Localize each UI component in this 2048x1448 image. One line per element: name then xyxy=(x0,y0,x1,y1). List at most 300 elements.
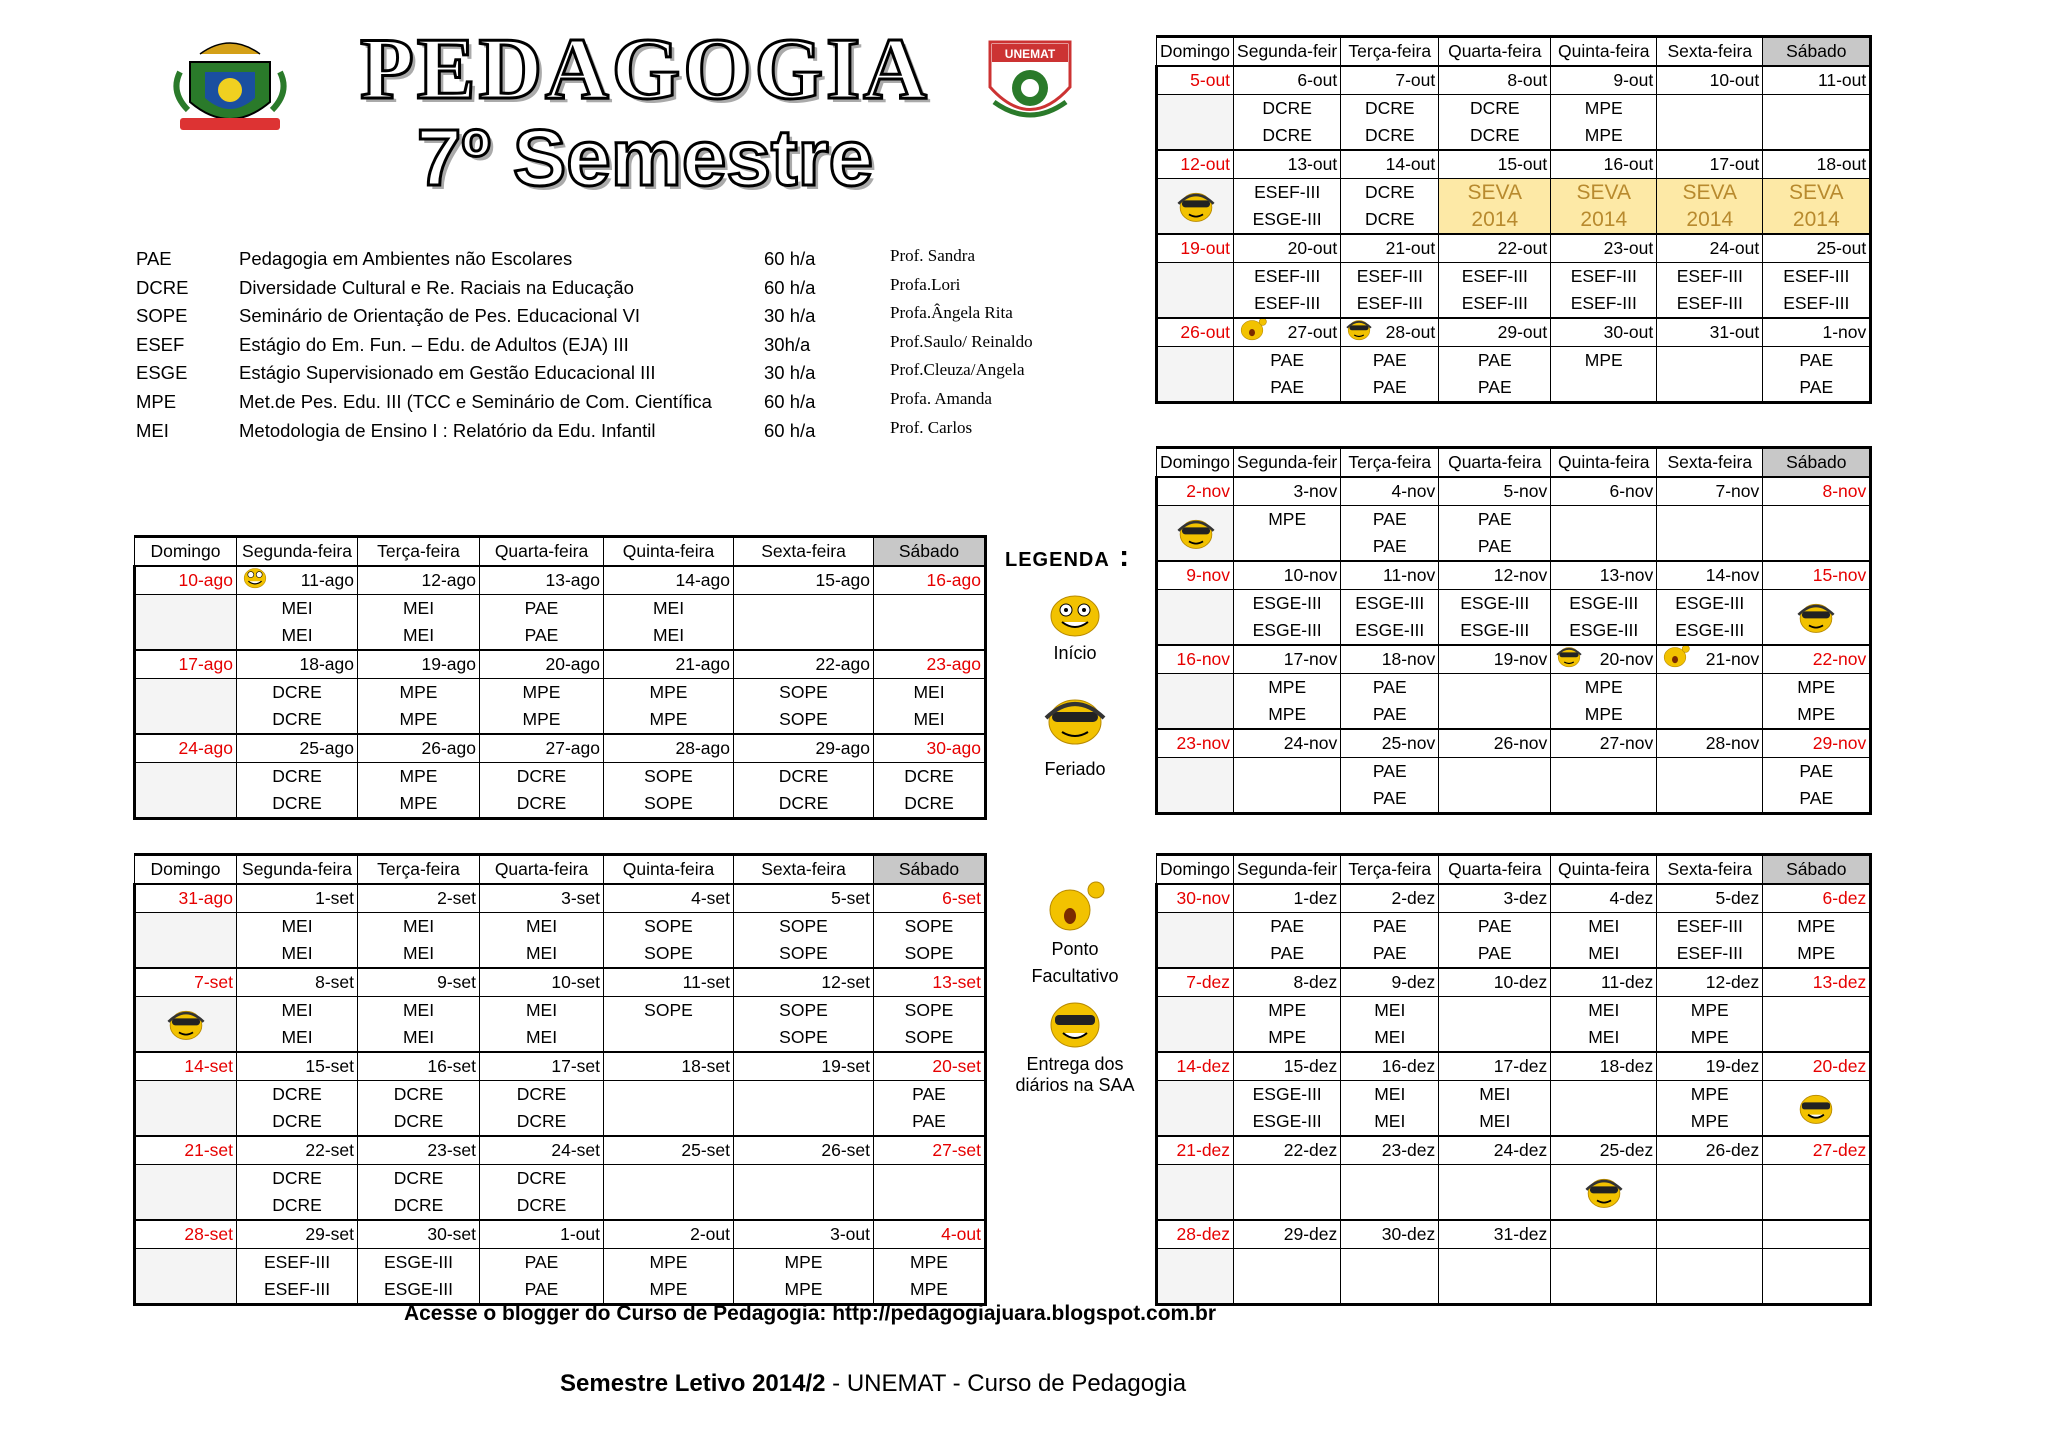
date-cell xyxy=(358,884,480,913)
class-cell xyxy=(1234,347,1341,375)
subject-code-cell: ESEF-III xyxy=(1783,266,1850,286)
date-label: 28-dez xyxy=(1176,1224,1231,1244)
class-cell xyxy=(1234,701,1341,729)
class-cell xyxy=(358,622,480,650)
class-cell xyxy=(874,679,986,707)
date-cell xyxy=(1657,645,1763,674)
class-cell xyxy=(135,706,237,734)
class-cell xyxy=(1551,785,1657,814)
date-label: 7-dez xyxy=(1186,972,1231,992)
date-cell xyxy=(1657,150,1763,179)
feriado-icon xyxy=(1174,188,1218,223)
date-cell xyxy=(1763,1136,1871,1165)
date-cell xyxy=(1157,561,1234,590)
weekday-header: Sábado xyxy=(1763,448,1871,478)
subject-code-cell: MPE xyxy=(784,1279,823,1299)
class-cell xyxy=(1657,1249,1763,1277)
class-cell xyxy=(358,679,480,707)
subject-hours: 30 h/a xyxy=(764,305,816,327)
date-cell xyxy=(1657,884,1763,913)
date-cell xyxy=(734,650,874,679)
class-cell xyxy=(1763,758,1871,786)
date-cell xyxy=(1551,150,1657,179)
legend-ponto-icon xyxy=(1010,878,1140,939)
class-cell xyxy=(1157,506,1234,562)
subject-code-cell: MEI xyxy=(281,598,313,618)
subject-code-cell: MEI xyxy=(281,943,313,963)
subject-hours: 60 h/a xyxy=(764,390,816,412)
subject-code-cell: SOPE xyxy=(644,1000,693,1020)
date-cell xyxy=(1234,1136,1341,1165)
subject-code-cell: MEI xyxy=(402,625,435,645)
date-label: 26-set xyxy=(821,1140,870,1160)
class-cell xyxy=(1551,617,1657,645)
date-cell xyxy=(1157,318,1234,347)
class-cell xyxy=(358,913,480,941)
class-cell xyxy=(480,1165,604,1193)
class-cell xyxy=(1551,1249,1657,1277)
date-label: 12-nov xyxy=(1493,565,1548,585)
date-label: 12-dez xyxy=(1705,972,1760,992)
date-label: 30-ago xyxy=(926,738,981,758)
subject-code-cell: ESEF-III xyxy=(1461,293,1528,313)
class-cell xyxy=(1439,179,1551,207)
subject-code-cell: MEI xyxy=(281,1027,313,1047)
date-cell xyxy=(1439,968,1551,997)
date-cell xyxy=(1439,645,1551,674)
class-cell xyxy=(1341,997,1439,1025)
date-cell xyxy=(1341,729,1439,758)
class-cell xyxy=(1341,1276,1439,1305)
date-cell xyxy=(734,734,874,763)
class-cell xyxy=(1551,1276,1657,1305)
date-label: 11-set xyxy=(682,972,730,992)
class-cell xyxy=(1657,674,1763,702)
subject-code-cell: MEI xyxy=(1588,1000,1620,1020)
date-cell xyxy=(358,1136,480,1165)
date-label: 3-out xyxy=(830,1224,870,1244)
class-cell xyxy=(604,790,734,819)
date-label: 4-out xyxy=(941,1224,981,1244)
subject-code-cell: MEI xyxy=(652,625,685,645)
class-cell xyxy=(237,1165,358,1193)
date-cell xyxy=(1341,968,1439,997)
subject-code-cell: MEI xyxy=(652,598,685,618)
date-label: 31-ago xyxy=(178,888,233,908)
class-cell xyxy=(1763,1165,1871,1193)
subject-code-cell: MPE xyxy=(649,709,688,729)
date-cell xyxy=(604,884,734,913)
subject-code-cell: ESEF-III xyxy=(1676,916,1743,936)
class-cell xyxy=(1439,590,1551,618)
class-cell xyxy=(358,1081,480,1109)
date-cell xyxy=(734,1220,874,1249)
subject-code-cell: SOPE xyxy=(904,1027,954,1047)
weekday-header: Sábado xyxy=(1763,37,1871,67)
subject-code-cell: MEI xyxy=(402,943,435,963)
class-cell xyxy=(1551,179,1657,207)
class-cell xyxy=(1657,122,1763,150)
weekday-header: Sábado xyxy=(874,855,986,885)
date-label: 15-ago xyxy=(815,570,870,590)
weekday-header: Sexta-feira xyxy=(734,537,874,567)
date-label: 11-nov xyxy=(1383,565,1436,585)
class-cell xyxy=(874,595,986,623)
subject-name: Metodologia de Ensino I : Relatório da Edu. Infantil xyxy=(239,419,656,441)
subject-code-cell: PAE xyxy=(1477,509,1512,529)
subject-code-cell: MEI xyxy=(281,1000,313,1020)
subject-code-cell: MEI xyxy=(1588,943,1620,963)
class-cell xyxy=(1439,290,1551,318)
class-cell xyxy=(237,1192,358,1220)
subject-code-cell: PAE xyxy=(524,625,559,645)
class-cell xyxy=(1439,1249,1551,1277)
subject-code-cell: PAE xyxy=(1372,677,1407,697)
class-cell xyxy=(874,1276,986,1305)
date-label: 29-out xyxy=(1497,322,1548,342)
class-cell xyxy=(604,706,734,734)
class-cell xyxy=(1234,374,1341,403)
class-cell xyxy=(1439,785,1551,814)
class-cell xyxy=(1341,913,1439,941)
subject-code-cell: DCRE xyxy=(393,1084,444,1104)
date-label: 23-dez xyxy=(1381,1140,1436,1160)
subject-professor: Prof.Cleuza/Angela xyxy=(890,360,1025,380)
subject-code-cell: DCRE xyxy=(1364,209,1415,229)
class-cell xyxy=(604,763,734,791)
subject-code-cell: PAE xyxy=(1372,377,1407,397)
subject-code-cell: DCRE xyxy=(393,1168,444,1188)
legend-entrega-icon xyxy=(1010,999,1140,1054)
date-cell xyxy=(604,968,734,997)
subject-code-cell: MPE xyxy=(1797,704,1836,724)
date-label: 7-nov xyxy=(1715,481,1760,501)
subject-code-cell: 2014 xyxy=(1471,208,1519,231)
class-cell xyxy=(480,622,604,650)
subject-code-cell: MPE xyxy=(1797,677,1836,697)
date-label: 20-nov xyxy=(1599,649,1654,669)
unemat-crest xyxy=(980,32,1080,132)
page-title: PEDAGOGIA xyxy=(360,21,930,118)
weekday-header: Segunda-feir xyxy=(1234,37,1341,67)
class-cell xyxy=(1341,290,1439,318)
date-label: 13-out xyxy=(1287,154,1338,174)
date-label: 13-ago xyxy=(545,570,600,590)
crest-text: UNEMAT xyxy=(1004,47,1056,61)
legend-feriado-label: Feriado xyxy=(1044,759,1106,779)
date-cell xyxy=(1157,1136,1234,1165)
date-cell xyxy=(1657,234,1763,263)
subject-code-cell: DCRE xyxy=(516,1111,567,1131)
class-cell xyxy=(1551,206,1657,234)
date-cell xyxy=(1234,66,1341,95)
subject-code-cell: DCRE xyxy=(778,766,829,786)
date-cell xyxy=(135,1052,237,1081)
subject-code-cell: MPE xyxy=(1797,916,1836,936)
date-label: 7-set xyxy=(194,972,233,992)
subject-code-cell: DCRE xyxy=(393,1111,444,1131)
date-label: 5-dez xyxy=(1715,888,1760,908)
class-cell xyxy=(1439,617,1551,645)
subject-code-cell: MPE xyxy=(910,1252,948,1272)
class-cell xyxy=(1439,1192,1551,1220)
class-cell xyxy=(734,1249,874,1277)
class-cell xyxy=(1763,1024,1871,1052)
class-cell xyxy=(135,997,237,1053)
class-cell xyxy=(1234,590,1341,618)
date-label: 14-nov xyxy=(1705,565,1760,585)
date-label: 10-dez xyxy=(1493,972,1548,992)
date-label: 4-nov xyxy=(1391,481,1436,501)
class-cell xyxy=(1341,701,1439,729)
date-cell xyxy=(1341,645,1439,674)
class-cell xyxy=(135,940,237,968)
date-label: 16-ago xyxy=(926,570,981,590)
class-cell xyxy=(237,1024,358,1052)
date-label: 29-nov xyxy=(1812,733,1867,753)
subject-code-cell: SOPE xyxy=(779,709,828,729)
date-label: 13-nov xyxy=(1599,565,1654,585)
date-label: 11-out xyxy=(1817,70,1867,90)
date-cell xyxy=(1657,729,1763,758)
class-cell xyxy=(358,997,480,1025)
date-cell xyxy=(1234,884,1341,913)
date-cell xyxy=(1341,318,1439,347)
date-cell xyxy=(604,1052,734,1081)
class-cell xyxy=(1657,206,1763,234)
class-cell xyxy=(1157,1249,1234,1277)
class-cell xyxy=(1234,533,1341,561)
subject-code-cell: DCRE xyxy=(272,766,322,786)
subject-code-cell: DCRE xyxy=(272,709,322,729)
date-cell xyxy=(1763,234,1871,263)
date-cell xyxy=(734,1136,874,1165)
subject-code-cell: MPE xyxy=(1797,943,1836,963)
date-label: 27-dez xyxy=(1812,1140,1867,1160)
subject-code-cell: SEVA xyxy=(1789,181,1844,204)
class-cell xyxy=(1234,1108,1341,1136)
subject-code: MEI xyxy=(136,419,169,441)
date-cell xyxy=(1157,1052,1234,1081)
subject-professor: Profa.Ângela Rita xyxy=(890,303,1013,323)
class-cell xyxy=(1657,1081,1763,1109)
class-cell xyxy=(1551,122,1657,150)
class-cell xyxy=(734,1276,874,1305)
subject-code-cell: PAE xyxy=(1477,350,1512,370)
weekday-header: Segunda-feir xyxy=(1234,448,1341,478)
class-cell xyxy=(135,1192,237,1220)
date-cell xyxy=(1341,561,1439,590)
subject-code-cell: MPE xyxy=(1584,125,1623,145)
class-cell xyxy=(1439,95,1551,123)
date-label: 17-set xyxy=(551,1056,600,1076)
date-cell xyxy=(734,968,874,997)
weekday-header: Sábado xyxy=(874,537,986,567)
subject-code-cell: MPE xyxy=(1584,704,1623,724)
class-cell xyxy=(1234,1081,1341,1109)
subject-code-cell: 2014 xyxy=(1792,208,1840,231)
subject-code-cell: PAE xyxy=(1477,536,1512,556)
legend-entrega-label-2: diários na SAA xyxy=(1015,1075,1135,1095)
date-cell xyxy=(1763,318,1871,347)
date-cell xyxy=(604,566,734,595)
class-cell xyxy=(1439,758,1551,786)
subject-professor: Profa.Lori xyxy=(890,274,961,294)
date-cell xyxy=(480,734,604,763)
date-label: 1-out xyxy=(560,1224,600,1244)
class-cell xyxy=(1763,95,1871,123)
subject-code-cell: MPE xyxy=(1268,677,1307,697)
date-label: 9-out xyxy=(1613,70,1654,90)
subject-code-cell: ESGE-III xyxy=(1675,593,1745,613)
class-cell xyxy=(1157,758,1234,786)
date-cell xyxy=(1341,66,1439,95)
class-cell xyxy=(1157,95,1234,123)
subject-code-cell: MEI xyxy=(402,1000,435,1020)
class-cell xyxy=(874,1108,986,1136)
date-cell xyxy=(1763,968,1871,997)
subject-code-cell: PAE xyxy=(524,598,559,618)
page-subtitle: 7º Semestre xyxy=(416,113,874,202)
date-label: 19-ago xyxy=(421,654,476,674)
class-cell xyxy=(358,1108,480,1136)
date-label: 26-dez xyxy=(1705,1140,1760,1160)
class-cell xyxy=(1157,179,1234,235)
class-cell xyxy=(734,763,874,791)
date-label: 20-out xyxy=(1287,238,1338,258)
date-cell xyxy=(1234,561,1341,590)
weekday-header: Terça-feira xyxy=(358,537,480,567)
date-label: 27-out xyxy=(1287,322,1338,342)
subject-code-cell: DCRE xyxy=(1469,98,1520,118)
class-cell xyxy=(1657,590,1763,618)
subject-code-cell: MPE xyxy=(1690,1084,1729,1104)
class-cell xyxy=(1439,506,1551,534)
class-cell xyxy=(734,1024,874,1052)
subject-code-cell: MEI xyxy=(525,916,558,936)
class-cell xyxy=(1657,290,1763,318)
date-label: 21-nov xyxy=(1705,649,1760,669)
date-cell xyxy=(874,968,986,997)
date-label: 4-set xyxy=(691,888,730,908)
date-label: 8-nov xyxy=(1822,481,1867,501)
date-label: 9-nov xyxy=(1186,565,1231,585)
class-cell xyxy=(1234,1192,1341,1220)
weekday-header: Quinta-feira xyxy=(1551,37,1657,67)
subject-code-cell: MEI xyxy=(1374,1027,1406,1047)
class-cell xyxy=(1439,1165,1551,1193)
class-cell xyxy=(1551,1081,1657,1109)
class-cell xyxy=(1551,997,1657,1025)
date-label: 16-out xyxy=(1603,154,1654,174)
date-label: 10-set xyxy=(551,972,600,992)
date-label: 28-set xyxy=(184,1224,233,1244)
date-cell xyxy=(1157,66,1234,95)
class-cell xyxy=(358,1165,480,1193)
blog-link[interactable]: Acesse o blogger do Curso de Pedagogia: http://pedagogiajuara.blogspot.com.br xyxy=(403,1302,1217,1325)
subject-code-cell: DCRE xyxy=(272,1084,322,1104)
date-label: 22-dez xyxy=(1283,1140,1338,1160)
subject-code-cell: PAE xyxy=(1477,377,1512,397)
class-cell xyxy=(237,790,358,819)
date-cell xyxy=(480,968,604,997)
class-cell xyxy=(1341,347,1439,375)
subject-code-cell: ESEF-III xyxy=(1254,266,1321,286)
class-cell xyxy=(480,1192,604,1220)
class-cell xyxy=(1157,1108,1234,1136)
date-cell xyxy=(358,566,480,595)
date-label: 30-dez xyxy=(1381,1224,1436,1244)
class-cell xyxy=(1551,913,1657,941)
class-cell xyxy=(1341,940,1439,968)
class-cell xyxy=(1657,263,1763,291)
date-cell xyxy=(1341,1136,1439,1165)
date-label: 25-out xyxy=(1816,238,1867,258)
class-cell xyxy=(1657,913,1763,941)
class-cell xyxy=(604,1081,734,1109)
subject-code-cell: ESGE-III xyxy=(1252,1084,1322,1104)
date-cell xyxy=(1551,968,1657,997)
class-cell xyxy=(1657,701,1763,729)
subject-code-cell: MPE xyxy=(399,709,438,729)
subject-code-cell: DCRE xyxy=(1364,98,1415,118)
feriado-icon xyxy=(1582,1174,1626,1209)
class-cell xyxy=(1763,997,1871,1025)
subject-code-cell: PAE xyxy=(912,1084,946,1104)
subject-code-cell: DCRE xyxy=(516,793,567,813)
class-cell xyxy=(734,790,874,819)
date-cell xyxy=(135,1220,237,1249)
subject-code-cell: DCRE xyxy=(904,793,954,813)
class-cell xyxy=(1341,1024,1439,1052)
class-cell xyxy=(874,1081,986,1109)
subject-code-cell: PAE xyxy=(1477,916,1512,936)
class-cell xyxy=(1439,1081,1551,1109)
subject-code-cell: DCRE xyxy=(1364,125,1415,145)
subject-code-cell: MPE xyxy=(649,1252,688,1272)
class-cell xyxy=(480,1276,604,1305)
weekday-header: Domingo xyxy=(135,537,237,567)
class-cell xyxy=(604,1165,734,1193)
date-cell xyxy=(480,566,604,595)
class-cell xyxy=(874,1165,986,1193)
date-cell xyxy=(874,566,986,595)
date-label: 12-ago xyxy=(421,570,476,590)
date-cell xyxy=(1657,477,1763,506)
date-cell xyxy=(1551,884,1657,913)
subject-code-cell: MEI xyxy=(1479,1111,1511,1131)
subject-code-cell: MPE xyxy=(1690,1027,1729,1047)
date-cell xyxy=(1551,729,1657,758)
class-cell xyxy=(358,1276,480,1305)
date-cell xyxy=(135,884,237,913)
subject-code-cell: PAE xyxy=(1372,788,1407,808)
class-cell xyxy=(480,595,604,623)
date-label: 30-nov xyxy=(1176,888,1231,908)
class-cell xyxy=(1551,506,1657,534)
class-cell xyxy=(1439,533,1551,561)
subject-code-cell: MEI xyxy=(913,682,945,702)
class-cell xyxy=(358,706,480,734)
date-label: 28-nov xyxy=(1705,733,1760,753)
subject-code-cell: 2014 xyxy=(1580,208,1628,231)
date-label: 25-ago xyxy=(299,738,354,758)
class-cell xyxy=(237,595,358,623)
class-cell xyxy=(1763,940,1871,968)
date-label: 14-set xyxy=(184,1056,233,1076)
class-cell xyxy=(480,913,604,941)
legend-ponto-label-2: Facultativo xyxy=(1031,966,1119,986)
